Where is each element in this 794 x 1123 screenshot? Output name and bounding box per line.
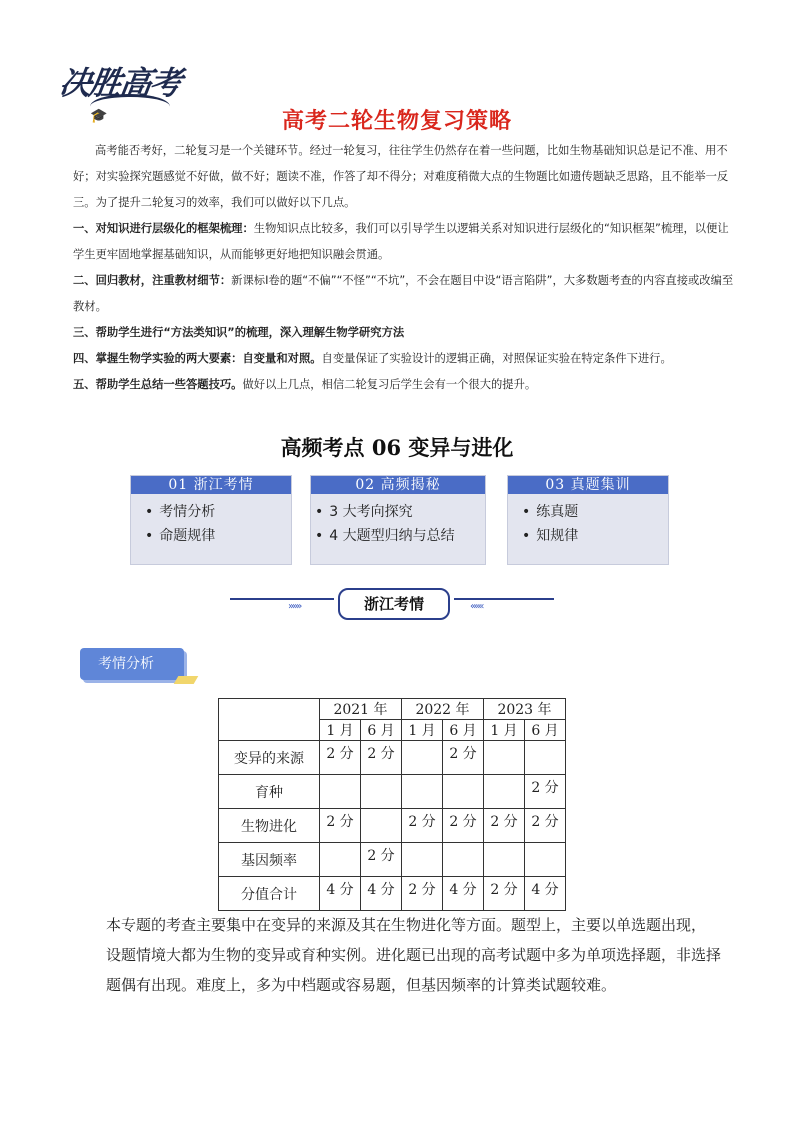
table-cell: 4 分 bbox=[320, 877, 361, 911]
table-cell bbox=[320, 843, 361, 877]
month-header: 6 月 bbox=[361, 720, 402, 741]
strategy-item-5-heading: 五、帮助学生总结一些答题技巧。 bbox=[73, 378, 243, 391]
summary-paragraph: 设题情境大都为生物的变异或育种实例。进化题已出现的高考试题中多为单项选择题，非选择题偶有出现。难度上，多为中档题或容易题，但基因频率的计算类试题较难。 bbox=[106, 946, 722, 994]
table-row bbox=[219, 775, 566, 809]
card-header: 02 高频揭秘 bbox=[311, 476, 485, 494]
month-header: 1 月 bbox=[484, 720, 525, 741]
month-header: 1 月 bbox=[320, 720, 361, 741]
table-cell bbox=[525, 843, 566, 877]
table-row bbox=[219, 843, 566, 877]
row-label: 分值合计 bbox=[219, 877, 320, 911]
logo-text: 决胜高考 bbox=[57, 64, 183, 102]
banner-line-left bbox=[230, 598, 334, 600]
table-cell: 4 分 bbox=[361, 877, 402, 911]
card-zhejiang-exam[interactable] bbox=[130, 475, 292, 565]
table-cell bbox=[402, 741, 443, 775]
year-header: 2021 年 bbox=[320, 699, 402, 720]
card-item: • 4 大题型归纳与总结 bbox=[315, 524, 485, 548]
card-item: • 练真题 bbox=[522, 500, 668, 524]
strategy-item-2 bbox=[73, 268, 735, 320]
strategy-item-5 bbox=[73, 372, 735, 398]
table-row bbox=[219, 877, 566, 911]
month-header: 6 月 bbox=[443, 720, 484, 741]
row-label: 变异的来源 bbox=[219, 741, 320, 775]
table-cell: 2 分 bbox=[402, 809, 443, 843]
table-cell: 2 分 bbox=[320, 741, 361, 775]
intro-section bbox=[73, 138, 735, 398]
banner-arrows-left-icon: »»» bbox=[288, 601, 301, 612]
table-cell bbox=[320, 775, 361, 809]
card-header: 01 浙江考情 bbox=[131, 476, 291, 494]
table-cell bbox=[443, 775, 484, 809]
strategy-item-4-heading: 四、掌握生物学实验的两大要素：自变量和对照。 bbox=[73, 352, 322, 365]
logo-figures-icon: 🎓 bbox=[90, 108, 108, 124]
row-label: 育种 bbox=[219, 775, 320, 809]
strategy-item-1-heading: 一、对知识进行层级化的框架梳理： bbox=[73, 222, 254, 235]
table-cell: 2 分 bbox=[484, 877, 525, 911]
table-cell bbox=[361, 809, 402, 843]
banner-arrows-right-icon: ««« bbox=[470, 601, 483, 612]
table-cell bbox=[484, 775, 525, 809]
table-cell: 2 分 bbox=[443, 809, 484, 843]
strategy-item-4 bbox=[73, 346, 735, 372]
analysis-tag-label: 考情分析 bbox=[80, 648, 184, 680]
strategy-item-1 bbox=[73, 216, 735, 268]
year-header: 2022 年 bbox=[402, 699, 484, 720]
table-cell: 2 分 bbox=[525, 809, 566, 843]
table-row bbox=[219, 809, 566, 843]
zhejiang-banner bbox=[230, 588, 560, 620]
analysis-tag bbox=[80, 648, 198, 686]
banner-line-right bbox=[454, 598, 554, 600]
strategy-item-5-text: 做好以上几点，相信二轮复习后学生会有一个很大的提升。 bbox=[242, 378, 537, 391]
table-cell: 4 分 bbox=[443, 877, 484, 911]
intro-paragraph: 高考能否考好，二轮复习是一个关键环节。经过一轮复习，往往学生仍然存在着一些问题，比如生物基础知识总是记不准、用不好；对实验探究题感觉不好做，做不好；题读不准，作答了却不得分；对难度稍微大点的生物题比如遗传题缺乏思路，且不能举一反三。为了提升二轮复习的效率，我们可以做好以下几点。 bbox=[73, 144, 729, 209]
strategy-item-2-heading: 二、回归教材，注重教材细节： bbox=[73, 274, 232, 287]
table-cell bbox=[484, 843, 525, 877]
table-cell bbox=[525, 741, 566, 775]
table-cell bbox=[443, 843, 484, 877]
card-real-questions[interactable] bbox=[507, 475, 669, 565]
table-cell bbox=[484, 741, 525, 775]
table-cell: 2 分 bbox=[484, 809, 525, 843]
card-item: • 命题规律 bbox=[145, 524, 291, 548]
year-header: 2023 年 bbox=[484, 699, 566, 720]
table-cell: 2 分 bbox=[361, 741, 402, 775]
month-header: 1 月 bbox=[402, 720, 443, 741]
card-item: • 3 大考向探究 bbox=[315, 500, 485, 524]
strategy-item-3: 三、帮助学生进行“方法类知识”的梳理，深入理解生物学研究方法 bbox=[73, 326, 405, 339]
strategy-item-4-text: 自变量保证了实验设计的逻辑正确，对照保证实验在特定条件下进行。 bbox=[321, 352, 672, 365]
analysis-tag-ribbon bbox=[174, 676, 199, 684]
summary-line-1: 本专题的考查主要集中在变异的来源及其在生物进化等方面。题型上，主要以单选题出现， bbox=[106, 916, 707, 934]
table-cell: 2 分 bbox=[320, 809, 361, 843]
table-cell bbox=[361, 775, 402, 809]
month-header: 6 月 bbox=[525, 720, 566, 741]
table-cell: 4 分 bbox=[525, 877, 566, 911]
card-high-frequency[interactable] bbox=[310, 475, 486, 565]
table-cell: 2 分 bbox=[443, 741, 484, 775]
card-header: 03 真题集训 bbox=[508, 476, 668, 494]
card-item: • 知规律 bbox=[522, 524, 668, 548]
table-header-years bbox=[219, 699, 566, 720]
card-item: • 考情分析 bbox=[145, 500, 291, 524]
table-corner bbox=[219, 699, 320, 741]
exam-score-table bbox=[218, 698, 566, 911]
document-title: 高考二轮生物复习策略 bbox=[281, 109, 512, 134]
table-cell: 2 分 bbox=[402, 877, 443, 911]
banner-label: 浙江考情 bbox=[338, 588, 450, 620]
row-label: 生物进化 bbox=[219, 809, 320, 843]
row-label: 基因频率 bbox=[219, 843, 320, 877]
table-row bbox=[219, 741, 566, 775]
table-cell bbox=[402, 775, 443, 809]
strategy-item-1-text: 生物知识点比较多，我们可以引导学生以逻辑关系对知识进行层级化的“知识框架”梳理，以便让学生更牢固地掌握基础知识，从而能够更好地把知识融会贯通。 bbox=[73, 222, 729, 261]
table-cell bbox=[402, 843, 443, 877]
section-title: 高频考点 06 变异与进化 bbox=[280, 435, 514, 460]
table-cell: 2 分 bbox=[525, 775, 566, 809]
strategy-item-2-text: 新课标Ⅰ卷的题“不偏”“不怪”“不坑”，不会在题目中设“语言陷阱”，大多数题考查的内容直接或改编至教材。 bbox=[73, 274, 734, 313]
table-cell: 2 分 bbox=[361, 843, 402, 877]
